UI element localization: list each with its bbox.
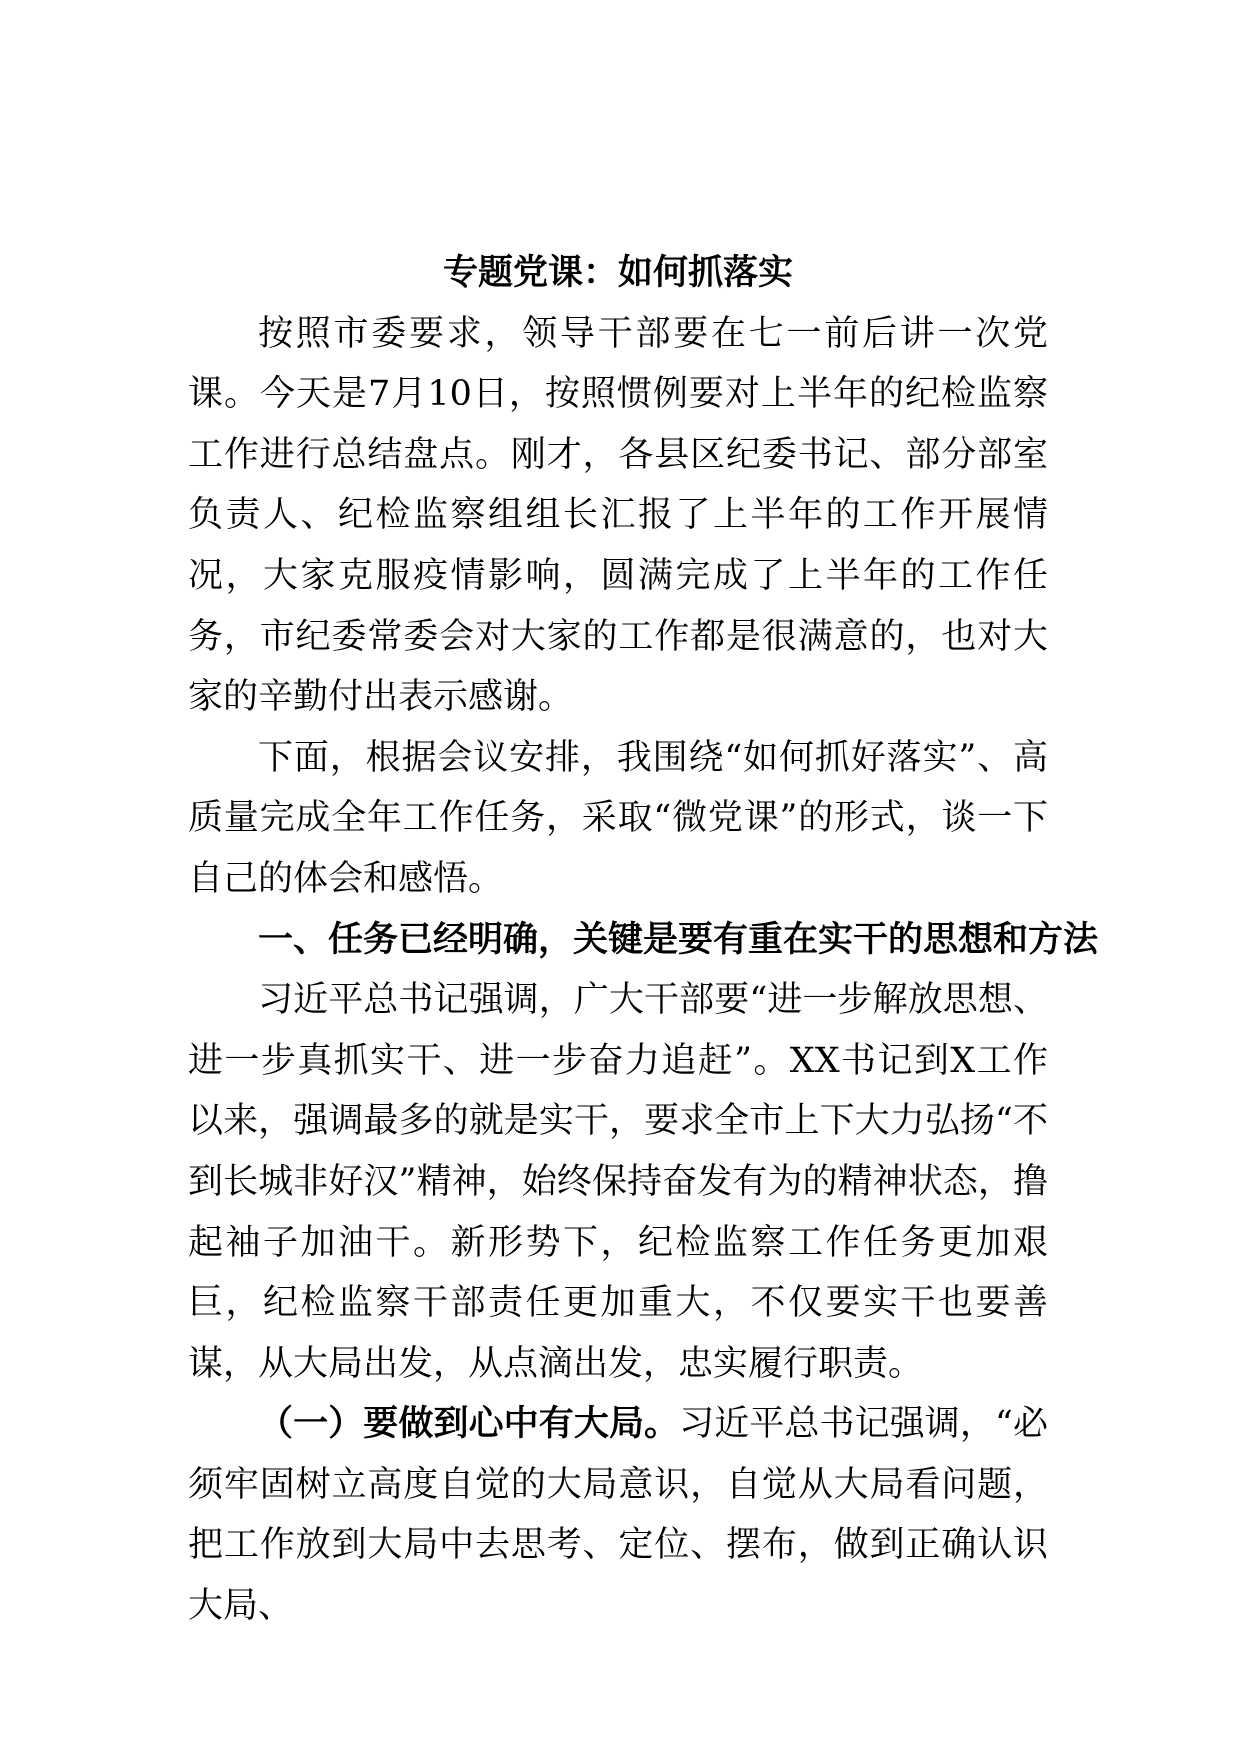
subsection-1-text: 习近平总书记强调，“必须牢固树立高度自觉的大局意识，自觉从大局看问题，把工作放到大局中去思考、定位、摆布，做到正确认识大局、 (188, 1404, 1048, 1627)
intro-paragraph-1: 按照市委要求，领导干部要在七一前后讲一次党课。今天是7月10日，按照惯例要对上半年的纪检监察工作进行总结盘点。刚才，各县区纪委书记、部分部室负责人、纪检监察组组长汇报了上半年的工作开展情况，大家克服疫情影响，圆满完成了上半年的工作任务，市纪委常委会对大家的工作都是很满意的，也对大家的辛勤付出表示感谢。 (188, 313, 1048, 718)
subsection-1-paragraph (188, 1394, 1048, 1636)
subsection-1-lead: （一）要做到心中有大局。 (258, 1403, 680, 1445)
document-body (188, 243, 1099, 1637)
section-1-paragraph: 习近平总书记强调，广大干部要“进一步解放思想、进一步真抓实干、进一步奋力追赶”。XX书记到X工作以来，强调最多的就是实干，要求全市上下大力弘扬“不到长城非好汉”精神，始终保持奋发有为的精神状态，撸起袖子加油干。新形势下，纪检监察工作任务更加艰巨，纪检监察干部责任更加重大，不仅要实干也要善谋，从大局出发，从点滴出发，忠实履行职责。 (188, 980, 1048, 1384)
section-1-heading: 一、任务已经明确，关键是要有重在实干的思想和方法 (258, 918, 1099, 960)
intro-paragraph-2: 下面，根据会议安排，我围绕“如何抓好落实”、高质量完成全年工作任务，采取“微党课”的形式，谈一下自己的体会和感悟。 (188, 737, 1048, 899)
document-title: 专题党课：如何抓落实 (442, 252, 793, 293)
